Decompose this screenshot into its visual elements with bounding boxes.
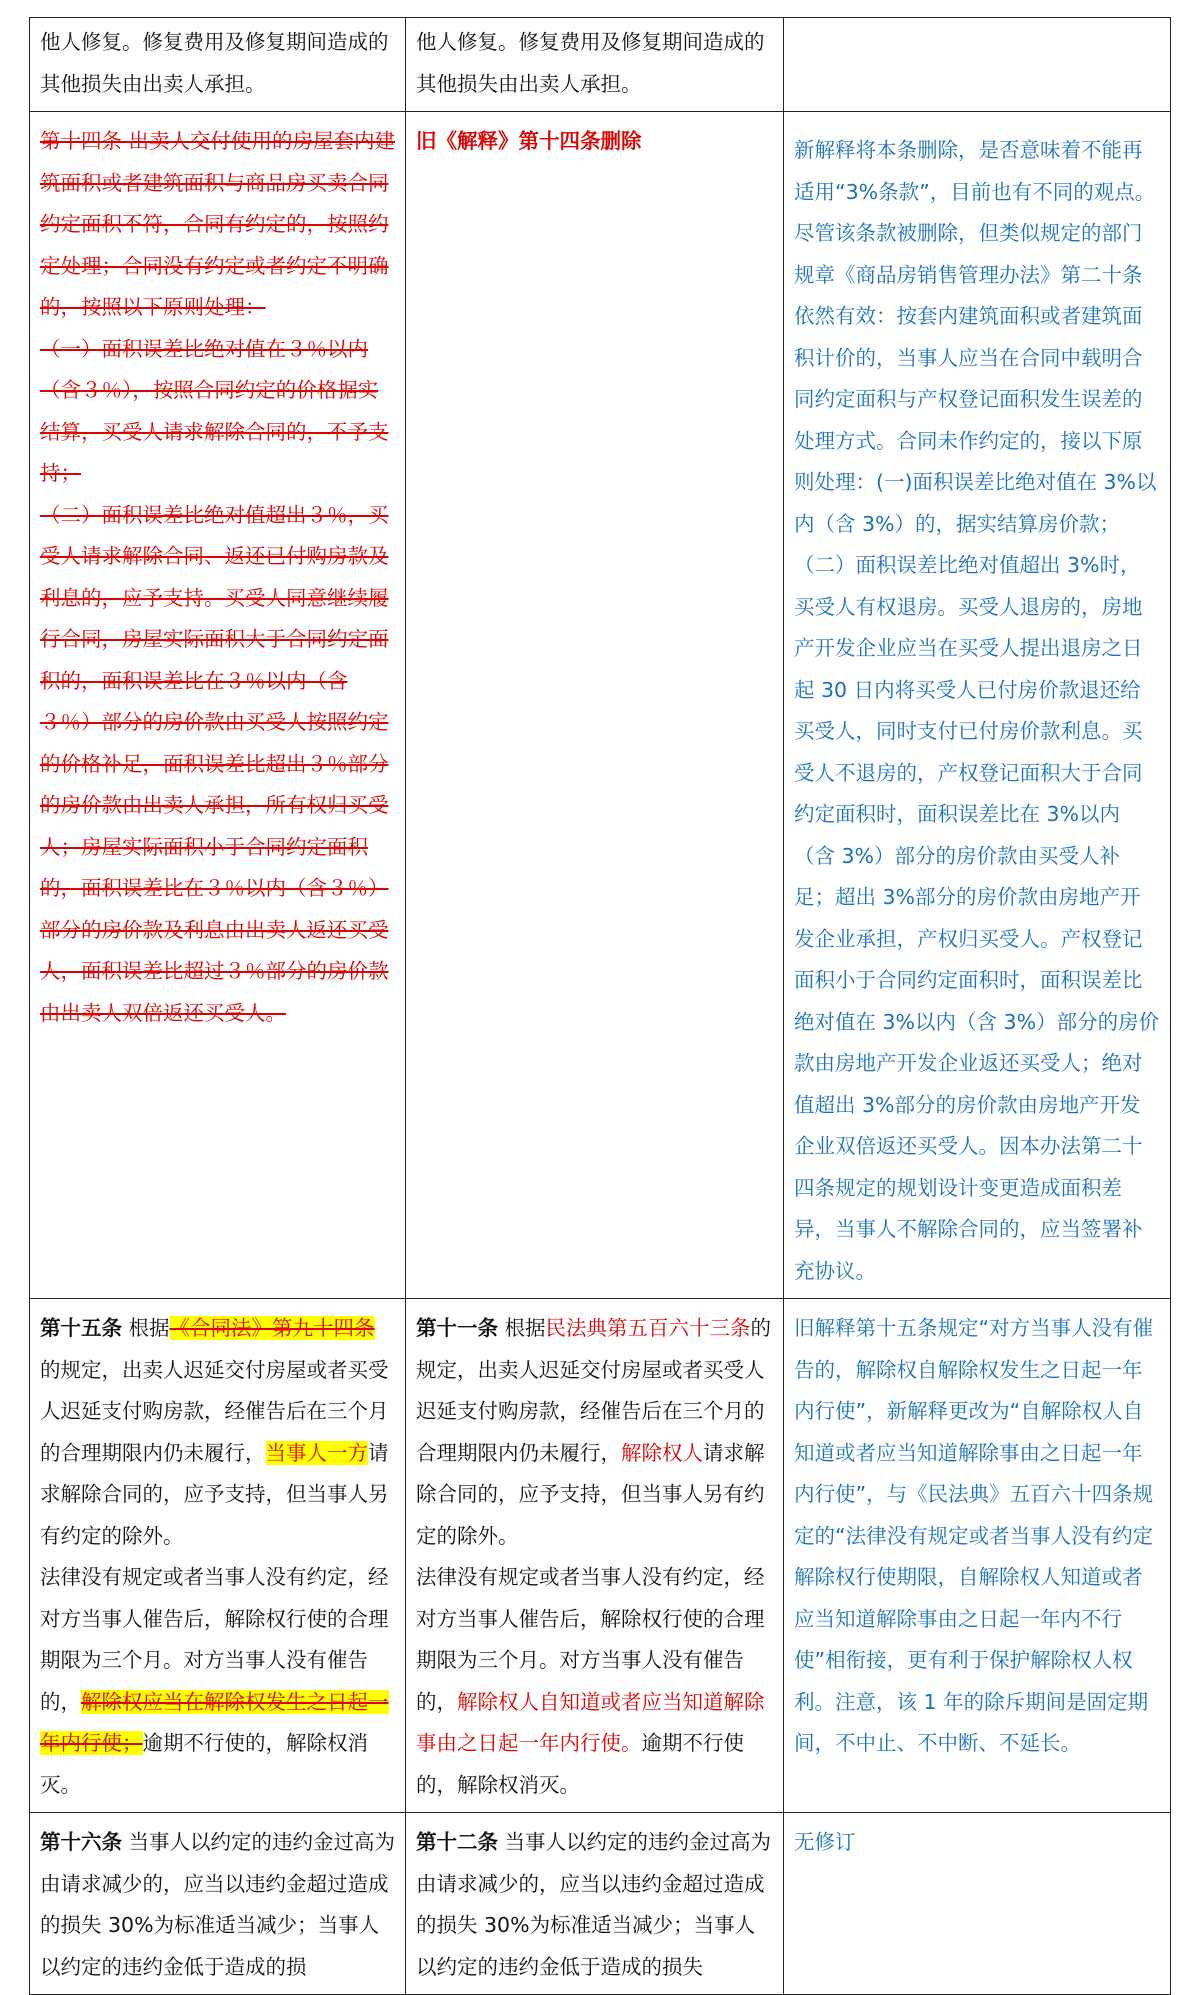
provision-text: 当事人以约定的违约金过高为由请求减少的，应当以违约金超过造成的损失 30%为标准适当减少；当事人以约定的违约金低于造成的损	[40, 1830, 396, 1979]
highlighted-deleted-text: 解除权应当在解除权发生之日起一年内行使；	[40, 1689, 389, 1755]
table-row	[30, 18, 1171, 112]
note-text: 无修订	[794, 1830, 856, 1854]
provision-text: 请求解除合同的，应予支持，但当事人另有约定的除外。	[416, 1440, 765, 1548]
provision-text: 法律没有规定或者当事人没有约定，经对方当事人催告后，解除权行使的合理期限为三个月。对方当事人没有催告的，	[40, 1565, 389, 1714]
new-provision-cell	[406, 1299, 784, 1813]
old-provision-cell	[30, 1299, 406, 1813]
deleted-paragraph: （一）面积误差比绝对值在３％以内（含３％），按照合同约定的价格据实结算，买受人请求解除合同的，不予支持；	[40, 336, 389, 485]
old-provision-cell	[30, 1813, 406, 1995]
revised-text: 民法典第五百六十三条	[545, 1316, 751, 1340]
provision-text: 请求解除合同的，应予支持，但当事人另有约定的除外。	[40, 1440, 389, 1548]
deleted-paragraph: 第十四条 出卖人交付使用的房屋套内建筑面积或者建筑面积与商品房买卖合同约定面积不符，合同有约定的，按照约定处理；合同没有约定或者约定不明确的，按照以下原则处理：	[40, 129, 396, 319]
article-number: 第十六条	[40, 1830, 122, 1854]
old-provision-cell	[30, 18, 406, 112]
note-text: 新解释将本条删除，是否意味着不能再适用“3%条款”，目前也有不同的观点。尽管该条款被删除，但类似规定的部门规章《商品房销售管理办法》第二十条依然有效：按套内建筑面积或者建筑面积计价的，当事人应当在合同中载明合同约定面积与产权登记面积发生误差的处理方式。合同未作约定的，接以下原则处理：(一)面积误差比绝对值在 3%以内（含 3%）的，据实结算房价款；（二）面积误差比绝对值超出 3%时，买受人有权退房。买受人退房的，房地产开发企业应当在买受人提出退房之日起 30 日内将买受人已付房价款退还给买受人，同时支付已付房价款利息。买受人不退房的，产权登记面积大于合同约定面积时，面积误差比在 3%以内（含 3%）部分的房价款由买受人补足；超出 3%部分的房价款由房地产开发企业承担，产权归买受人。产权登记面积小于合同约定面积时，面积误差比绝对值在 3%以内（含 3%）部分的房价款由房地产开发企业返还买受人；绝对值超出 3%部分的房价款由房地产开发企业双倍返还买受人。因本办法第二十四条规定的规划设计变更造成面积差异，当事人不解除合同的，应当签署补充协议。	[794, 138, 1160, 1283]
new-provision-cell	[406, 1813, 784, 1995]
note-text: 旧解释第十五条规定“对方当事人没有催告的，解除权自解除权发生之日起一年内行使”，新解释更改为“自解除权人自知道或者应当知道解除事由之日起一年内行使”，与《民法典》五百六十四条规定的“法律没有规定或者当事人没有约定解除权行使期限，自解除权人知道或者应当知道解除事由之日起一年内不行使”相衔接，更有利于保护解除权人权利。注意，该 1 年的除斥期间是固定期间，不中止、不中断、不延长。	[794, 1316, 1154, 1755]
article-number: 第十二条	[416, 1830, 498, 1854]
provision-text: 的规定，出卖人迟延交付房屋或者买受人迟延支付购房款，经催告后在三个月的合理期限内仍未履行，	[40, 1357, 389, 1465]
deletion-notice: 旧《解释》第十四条删除	[416, 129, 642, 153]
provision-text: 根据	[122, 1316, 170, 1340]
new-provision-cell	[406, 112, 784, 1299]
provision-text: 根据	[498, 1316, 546, 1340]
note-cell	[784, 112, 1171, 1299]
new-provision-cell	[406, 18, 784, 112]
provision-text: 的规定，出卖人迟延交付房屋或者买受人迟延支付购房款，经催告后在三个月的合理期限内仍未履行，	[416, 1316, 772, 1465]
new-provision-text: 他人修复。修复费用及修复期间造成的其他损失由出卖人承担。	[416, 30, 765, 96]
note-cell	[784, 1299, 1171, 1813]
provision-text: 逾期不行使的，解除权消灭。	[416, 1731, 744, 1797]
revised-text: 解除权人	[621, 1440, 703, 1465]
old-provision-cell	[30, 112, 406, 1299]
revised-text: 解除权人自知道或者应当知道解除事由之日起一年内行使。	[416, 1689, 765, 1755]
table-row	[30, 1299, 1171, 1813]
provision-text: 法律没有规定或者当事人没有约定，经对方当事人催告后，解除权行使的合理期限为三个月。对方当事人没有催告的，	[416, 1565, 765, 1714]
provision-text: 当事人以约定的违约金过高为由请求减少的，应当以违约金超过造成的损失 30%为标准适当减少；当事人以约定的违约金低于造成的损失	[416, 1830, 772, 1979]
note-cell	[784, 1813, 1171, 1995]
highlighted-deleted-text: 《合同法》第九十四条	[169, 1316, 375, 1340]
comparison-table	[29, 17, 1171, 1995]
deleted-paragraph: （二）面积误差比绝对值超出３％，买受人请求解除合同、返还已付购房款及利息的，应予支持。买受人同意继续履行合同，房屋实际面积大于合同约定面积的，面积误差比在３％以内（含３％）部分的房价款由买受人按照约定的价格补足，面积误差比超出３％部分的房价款由出卖人承担，所有权归买受人；房屋实际面积小于合同约定面积的，面积误差比在３％以内（含３％）部分的房价款及利息由出卖人返还买受人，面积误差比超过３％部分的房价款由出卖人双倍返还买受人。	[40, 502, 389, 1025]
article-number: 第十五条	[40, 1316, 122, 1340]
table-row	[30, 1813, 1171, 1995]
provision-text: 逾期不行使的，解除权消灭。	[40, 1731, 368, 1797]
highlighted-text: 当事人一方	[265, 1440, 368, 1465]
note-cell	[784, 18, 1171, 112]
article-number: 第十一条	[416, 1316, 498, 1340]
old-provision-text: 他人修复。修复费用及修复期间造成的其他损失由出卖人承担。	[40, 30, 389, 96]
table-row	[30, 112, 1171, 1299]
